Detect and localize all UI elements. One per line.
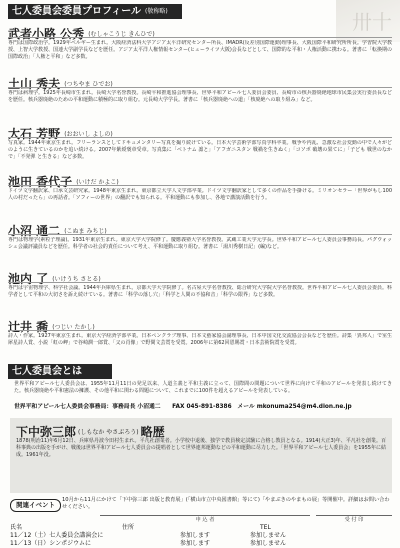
divider: [8, 37, 392, 38]
member-name: 大石 芳野: [8, 127, 61, 141]
divider: [8, 330, 392, 331]
name-field-label[interactable]: 氏名: [10, 524, 23, 531]
honorific-note: (敬称略): [145, 8, 168, 15]
profile-section-title: 七人委員会委員プロフィール: [12, 6, 141, 17]
member-entry: [8, 268, 392, 314]
member-name: 池田 香代子: [8, 175, 73, 189]
tel-field-label[interactable]: TEL: [260, 524, 271, 531]
member-bio: ドイツ文学翻訳家、口承文芸研究家。1948年東京生まれ。東京都立大学人文学部卒業。ドイツ文学翻訳家として多くの作品を手掛ける。ミリオンセラー「世界がもし100人の村だったら」の再話者。「ソフィーの世界」の翻訳でも知られる。平和運動にも参加し、各地で講演活動を行う。: [8, 188, 392, 202]
founder-ruby: (しもなか やさぶろう): [78, 429, 139, 436]
member-name: 小沼 通二: [8, 224, 61, 238]
member-bio: 写真家。1944年東京生まれ。フリーランスとしてドキュメンタリー写真を撮り続けている。日本大学芸術学部写真学科卒業。戦争や内乱、急激な社会変動の中で人々がどのように生きているのかを追い続ける。2007年紫綬褒章受章。写真集に「ベトナム 凛と」「アフガニスタン 戦禍を生きぬく」「コソボ 破壊の果てに」「子ども 戦世のなかで」「不発弾 と生きる」など多数。: [8, 140, 392, 161]
member-name: 辻井 喬: [8, 320, 49, 334]
form-option-row: [10, 539, 392, 548]
applicant-header: 申 込 者: [100, 515, 310, 524]
member-bio: 専門は国際政治学。1929年ベルギー生まれ。大阪経済法科大学アジア太平洋研究センター所長、IMADR(反差別国際運動)理事長、大阪国際平和研究所所長。学習院大学教授、上智大学教授、国連大学副学長などを歴任。アジア太平洋人権情報センター(ヒューライツ大阪)会長などとして、国際的な平和・人権活動に携わる。著書に「転換期の国際政治」「人権と平和」など多数。: [8, 40, 392, 61]
member-entry: [8, 23, 392, 69]
member-bio: 詩人・作家。1927年東京生まれ。東京大学経済学部卒業。日本ペンクラブ理事、日本文藝家協会副理事長、日本中国文化交流協会会長などを歴任。詩集「異邦人」で室生犀星詩人賞、小説「虹の岬」で谷崎潤一郎賞、「父の肖像」で野間文芸賞を受賞。2006年に第62回恩賜賞・日本芸術院賞を受賞。: [8, 333, 392, 347]
form-header: [10, 515, 392, 523]
founder-name: 下中弥三郎: [16, 425, 77, 439]
secretariat-contact: 世界平和アピール七人委員会事務局：事務局長 小沼通二 FAX 045-891-8386 メール mkonuma254@m4.dion.ne.jp: [14, 404, 352, 410]
member-entry: [8, 220, 392, 266]
member-entry: [8, 73, 392, 119]
member-name: 土山 秀夫: [8, 77, 61, 91]
symposium-decline-option[interactable]: 参加しません: [250, 540, 287, 547]
founder-heading-suffix: 略歴: [140, 425, 165, 439]
member-ruby: (こぬま みちじ): [64, 228, 107, 235]
about-section-header: [8, 364, 112, 379]
founder-biography: 1878(明治11)年6月12日、兵庫県丹波今田村生まれ。平凡社創業者。小学校中退後、独学で教員検定試験に合格し教員となる。1914(大正3)年、平凡社を創業。百科事典の出版を手がけ、戦後は世界平和アピール七人委員会の提唱者として世界連邦運動などの平和運動に尽力した。「世界平和アピール七人委員会」を1955年に結成。1961年没。: [16, 438, 386, 459]
divider: [8, 185, 392, 186]
member-name: 池内 了: [8, 272, 49, 286]
related-events-text: 10月から11月にかけて「下中弥三郎 出版と教育展」(「横山市立中央図書館」等にて)「やまぶきのやまもの展」等開催中。詳細はお問い合わせください。: [62, 497, 390, 510]
profile-section-header: [8, 4, 182, 19]
lecture-attend-option[interactable]: 参加します: [180, 532, 211, 539]
related-events-badge: 関連イベント: [10, 499, 61, 512]
member-ruby: (つじい たかし): [52, 324, 95, 331]
divider: [8, 282, 392, 283]
member-ruby: (おおいし よしの): [64, 131, 113, 138]
member-ruby: (いけだ かよこ): [76, 179, 119, 186]
lecture-option-label: 11／12（土）七人委員会講演会に: [10, 532, 104, 539]
symposium-option-label: 11／13（日）シンポジウムに: [10, 540, 92, 547]
member-ruby: (いけうち さとる): [52, 276, 101, 283]
founder-biography-box: [10, 418, 392, 493]
address-field-label[interactable]: 住所: [122, 524, 135, 531]
symposium-attend-option[interactable]: 参加します: [180, 540, 211, 547]
member-ruby: (むしゃこうじ きんひで): [88, 31, 155, 38]
reception-stamp-header: 受 付 印: [316, 515, 392, 524]
divider: [8, 234, 392, 235]
divider: [8, 137, 392, 138]
member-bio: 専門は物理学(素粒子理論)。1931年東京生まれ。東京大学大学院修了。慶應義塾大学名誉教授。武蔵工業大学元学長。世界平和アピール七人委員会事務局長。パグウォッシュ会議評議員などを歴任。科学者の社会的責任について考え、平和運動に取り組む。著書に「湯川秀樹日記」(編)など。: [8, 237, 392, 251]
about-section-title: 七人委員会とは: [12, 366, 82, 377]
lecture-decline-option[interactable]: 参加しません: [250, 532, 287, 539]
about-description: 世界平和アピール七人委員会は、1955年11月11日の発足以来、人道主義と平和主義に立って、国際間の問題について世界に向けて平和のアピールを発表し続けてきた。核兵器廃絶や平和憲法の擁護、その他平和に関わる問題について、これまでに100件を超えるアピールを発表している。: [14, 381, 392, 394]
decorative-kanji-icon: 卅十: [352, 10, 392, 34]
divider: [8, 87, 392, 88]
member-entry: [8, 171, 392, 217]
member-name: 武者小路 公秀: [8, 27, 85, 41]
member-ruby: (つちやま ひでお): [64, 81, 113, 88]
member-entry: [8, 123, 392, 169]
member-entry: [8, 316, 392, 362]
member-bio: 専門は病理学。1925年長崎市生まれ。長崎大学名誉教授。長崎平和推進協会理事長、世界平和アピール七人委員会委員、長崎市の核兵器廃絶地球市民集会実行委員長などを歴任。核兵器廃絶のための平和運動に積極的に取り組む。元長崎大学学長。著書に「核兵器廃絶への道」「核廃絶への取り組み」など。: [8, 90, 392, 104]
member-bio: 専門は宇宙物理学、科学社会論。1944年兵庫県生まれ。京都大学大学院修了。名古屋大学名誉教授、総合研究大学院大学名誉教授。世界平和アピール七人委員会委員。科学者として平和の大切さを訴え続けている。著書に「科学の落し穴」「科学と人間の不協和音」「科学の限界」など多数。: [8, 285, 392, 299]
